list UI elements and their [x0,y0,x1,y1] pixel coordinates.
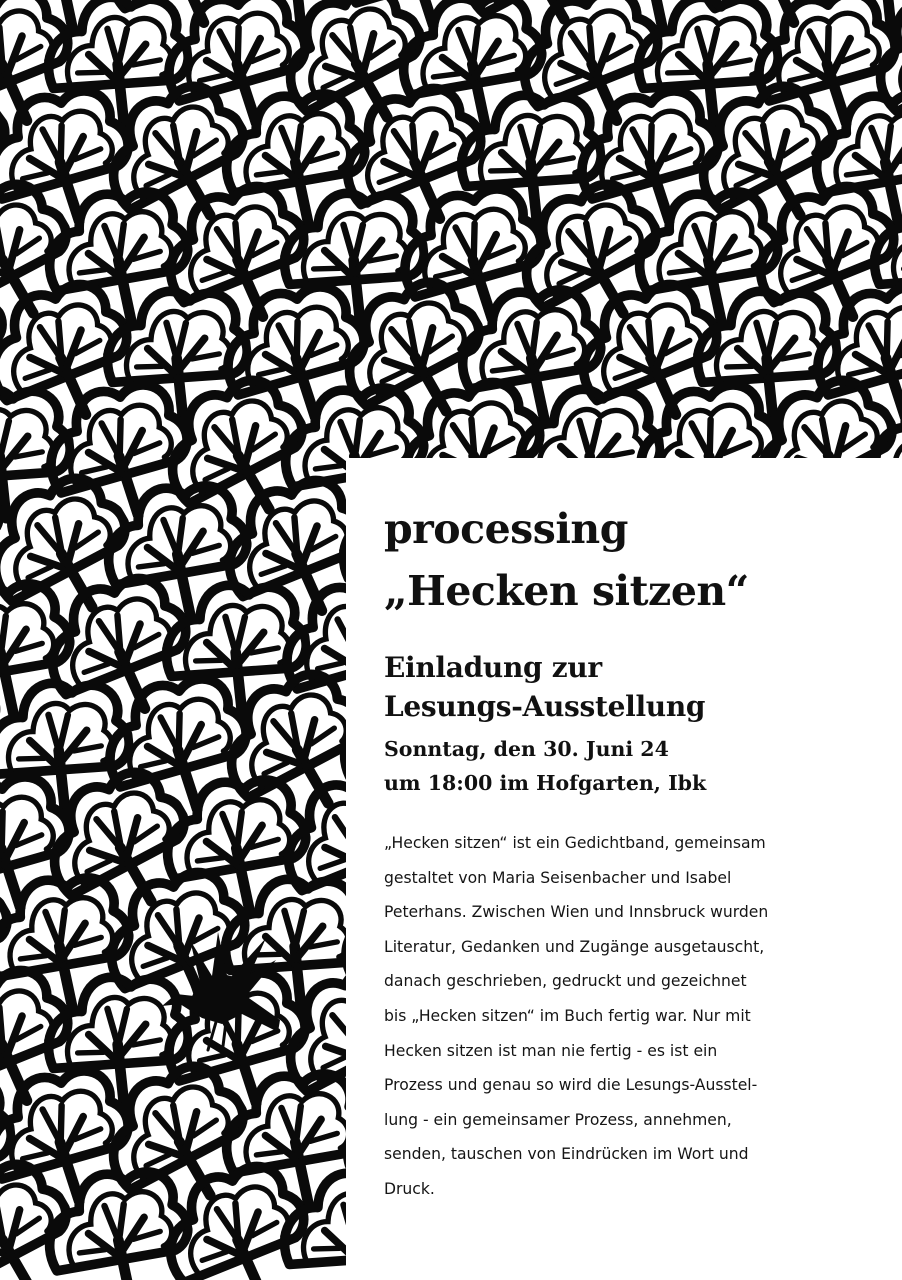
invitation-heading [384,648,878,726]
description-line: danach geschrieben, gedruckt und gezeichnet [384,972,747,991]
title-line-1: processing [384,505,628,553]
page-title [384,498,878,622]
event-date: Sonntag, den 30. Juni 24 [384,737,669,761]
title-line-2: „Hecken sitzen“ [384,567,749,615]
shrub-motif [0,571,83,727]
subtitle-line-1: Einladung zur [384,651,602,684]
description-line: Prozess und genau so wird die Lesungs-Ausstel- [384,1076,758,1095]
description-text [384,826,878,1207]
description-line: senden, tauschen von Eindrücken im Wort und [384,1145,749,1164]
description-line: Peterhans. Zwischen Wien und Innsbruck wurden [384,903,769,922]
invitation-panel [346,458,902,1280]
description-line: Literatur, Gedanken und Zugänge ausgetauscht, [384,937,765,956]
event-time-place: um 18:00 im Hofgarten, Ibk [384,771,707,795]
description-line: Druck. [384,1179,435,1198]
description-line: gestaltet von Maria Seisenbacher und Isabel [384,868,732,887]
description-line: Hecken sitzen ist man nie fertig - es ist ein [384,1041,718,1060]
description-line: lung - ein gemeinsamer Prozess, annehmen, [384,1110,732,1129]
description-line: „Hecken sitzen“ ist ein Gedichtband, gemeinsam [384,834,766,852]
description-line: bis „Hecken sitzen“ im Buch fertig war. Nur mit [384,1006,751,1025]
subtitle-line-2: Lesungs-Ausstellung [384,690,706,723]
event-details [384,732,878,800]
